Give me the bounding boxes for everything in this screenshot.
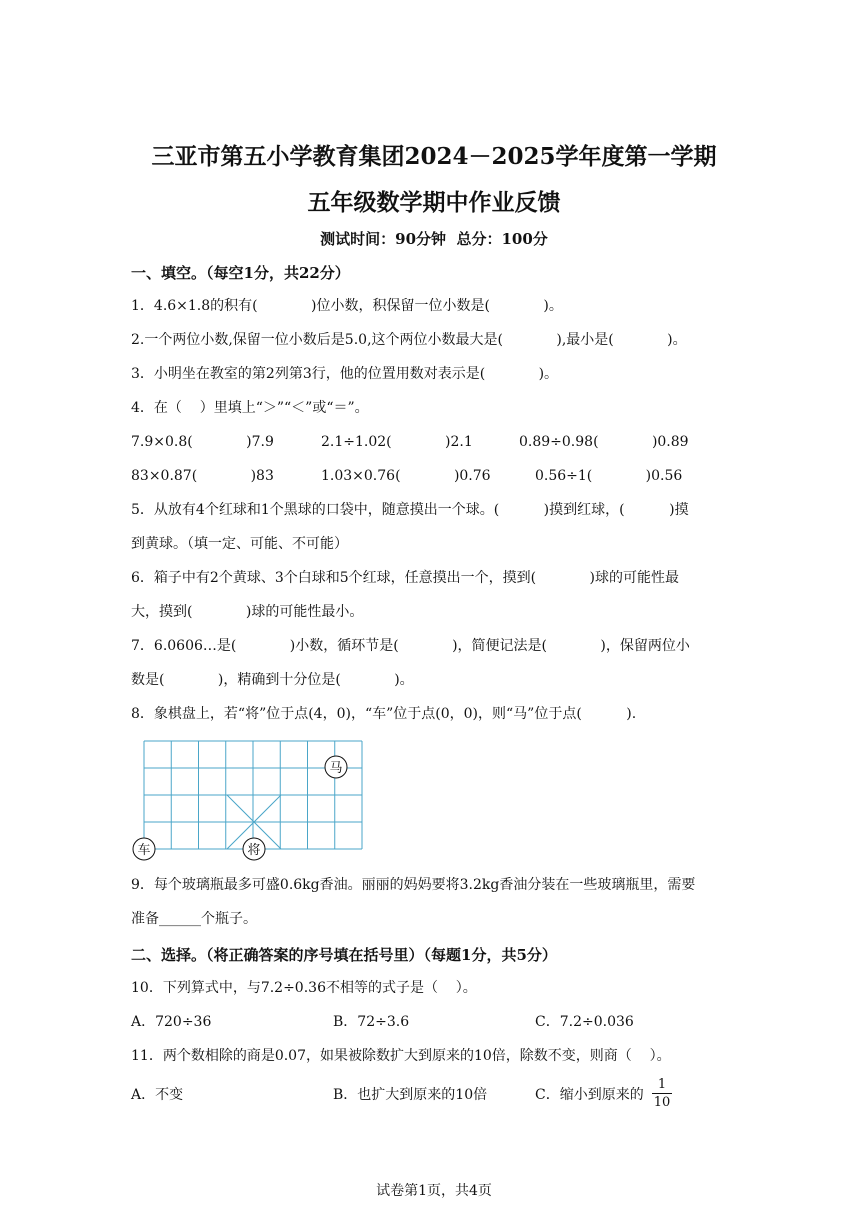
chess-piece-ma-label: 马	[329, 761, 343, 776]
compare-2: 2.1÷1.02( )2.1	[321, 434, 473, 450]
fraction-bar	[652, 1093, 672, 1094]
question-5-cont: 到黄球。（填一定、可能、不可能）	[131, 536, 348, 552]
chess-piece-jiang	[243, 838, 265, 860]
compare-6: 0.56÷1( )0.56	[535, 468, 683, 484]
section-2-heading: 二、选择。（将正确答案的序号填在括号里）（每题1分，共5分）	[131, 946, 557, 964]
question-11: 11．两个数相除的商是0.07，如果被除数扩大到原来的10倍，除数不变，则商（ ）。	[131, 1048, 671, 1064]
exam-info: 测试时间：90分钟 总分：100分	[320, 230, 548, 248]
question-8: 8．象棋盘上，若“将”位于点(4，0)，“车”位于点(0，0)，则“马”位于点( ).	[131, 706, 637, 722]
question-1: 1．4.6×1.8的积有( )位小数，积保留一位小数是( )。	[131, 298, 563, 314]
question-10-option-c: C．7.2÷0.036	[535, 1014, 634, 1030]
title-line-2: 五年级数学期中作业反馈	[307, 189, 561, 216]
fraction-numerator: 1	[657, 1077, 667, 1092]
compare-1: 7.9×0.8( )7.9	[131, 434, 274, 450]
title-line-1: 三亚市第五小学教育集团2024－2025学年度第一学期	[151, 143, 717, 170]
section-1-heading: 一、填空。（每空1分，共22分）	[131, 264, 350, 282]
question-3: 3．小明坐在教室的第2列第3行，他的位置用数对表示是( )。	[131, 366, 559, 382]
question-5: 5．从放有4个红球和1个黑球的口袋中，随意摸出一个球。( )摸到红球，( )摸	[131, 502, 689, 518]
compare-5: 1.03×0.76( )0.76	[321, 468, 491, 484]
chessboard-grid	[131, 737, 371, 861]
question-10: 10．下列算式中，与7.2÷0.36不相等的式子是（ ）。	[131, 980, 477, 996]
question-4: 4．在（ ）里填上“＞”“＜”或“＝”。	[131, 400, 369, 416]
question-2: 2.一个两位小数,保留一位小数后是5.0,这个两位小数最大是( ),最小是( )。	[131, 332, 687, 348]
question-9-cont: 准备______个瓶子。	[131, 911, 257, 927]
chess-piece-ma	[325, 756, 347, 778]
question-9: 9．每个玻璃瓶最多可盛0.6kg香油。丽丽的妈妈要将3.2kg香油分装在一些玻璃瓶里，需要	[131, 877, 696, 893]
question-10-option-a: A．720÷36	[131, 1014, 212, 1030]
question-6: 6．箱子中有2个黄球、3个白球和5个红球，任意摸出一个，摸到( )球的可能性最	[131, 570, 679, 586]
question-7: 7．6.0606…是( )小数，循环节是( )，简便记法是( )，保留两位小	[131, 638, 690, 654]
fraction-one-tenth	[652, 1077, 672, 1110]
chess-piece-che	[133, 838, 155, 860]
compare-3: 0.89÷0.98( )0.89	[519, 434, 689, 450]
question-11-option-a: A．不变	[131, 1087, 184, 1103]
question-7-cont: 数是( )，精确到十分位是( )。	[131, 672, 414, 688]
fraction-denominator: 10	[653, 1095, 671, 1110]
question-6-cont: 大，摸到( )球的可能性最小。	[131, 604, 364, 620]
chess-piece-jiang-label: 将	[247, 843, 261, 858]
question-11-option-b: B．也扩大到原来的10倍	[333, 1087, 488, 1103]
chess-piece-che-label: 车	[137, 843, 151, 858]
question-11-option-c: C．缩小到原来的	[535, 1087, 644, 1103]
chessboard-figure	[131, 737, 371, 861]
page-footer: 试卷第1页，共4页	[376, 1183, 492, 1199]
compare-4: 83×0.87( )83	[131, 468, 274, 484]
question-10-option-b: B．72÷3.6	[333, 1014, 410, 1030]
